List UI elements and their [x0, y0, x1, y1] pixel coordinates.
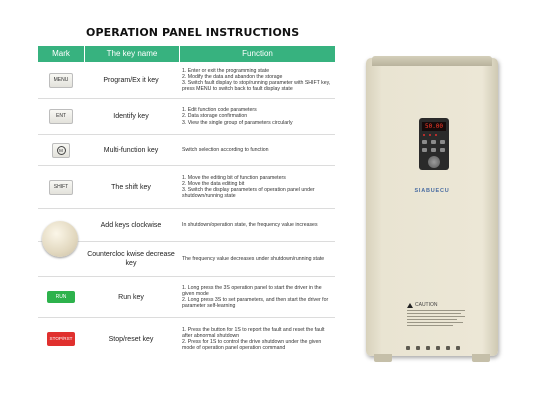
header-key-name: The key name	[85, 46, 180, 62]
vent-slot	[456, 346, 460, 350]
indicator-led-icon	[435, 134, 437, 136]
panel-button	[431, 140, 436, 144]
vent-slot	[446, 346, 450, 350]
device-foot	[472, 354, 490, 362]
table-row	[38, 277, 335, 318]
key-name: Countercloc kwise decrease key	[87, 251, 175, 267]
indicator-led-icon	[429, 134, 431, 136]
key-name: Multi-function key	[103, 146, 159, 154]
vent-slot	[436, 346, 440, 350]
key-function: 1. Press the button for 1S to report the fault and reset the fault after abnormal shutdown 2. Press for 1S to control the drive shutdown under the given mode of operation panel operation command	[182, 326, 325, 352]
header-mark: Mark	[38, 46, 85, 62]
panel-button	[440, 148, 445, 152]
key-name: Identify key	[113, 113, 149, 120]
frequency-knob-icon	[42, 221, 78, 257]
m-label: M	[57, 146, 66, 155]
vent-slot	[426, 346, 430, 350]
key-name: The shift key	[111, 183, 151, 191]
indicator-led-icon	[423, 134, 425, 136]
key-function: 1. Enter or exit the programming state 2. Modify the data and abandon the storage 3. Switch fault display to stop/running parameter with SHIFT key, press MENU to switch back to fault display state	[182, 67, 331, 93]
panel-button	[440, 140, 445, 144]
brand-label: SIABUECU	[414, 188, 450, 194]
caution-text-lines	[407, 310, 467, 326]
key-function: In shutdown/operation state, the frequency value increases	[182, 221, 318, 228]
vent-slot	[416, 346, 420, 350]
table-row	[38, 318, 335, 360]
panel-button	[431, 148, 436, 152]
run-key-icon: RUN	[47, 291, 75, 303]
key-name: Add keys clockwise	[100, 221, 162, 229]
caution-label	[407, 302, 467, 326]
instructions-table	[38, 46, 335, 360]
device-top-cap	[372, 56, 492, 66]
table-row	[38, 62, 335, 99]
table-row	[38, 99, 335, 135]
table-header	[38, 46, 335, 62]
shift-key-icon: SHIFT	[49, 180, 73, 195]
key-function: The frequency value decreases under shutdown/running state	[182, 255, 325, 262]
table-row	[38, 166, 335, 209]
inverter-device	[366, 58, 498, 356]
menu-key-icon: MENU	[49, 73, 73, 88]
warning-icon	[407, 303, 413, 308]
header-function: Function	[242, 49, 273, 58]
key-function: Switch selection according to function	[182, 146, 269, 153]
panel-display: 50.00	[422, 122, 446, 131]
table-row	[38, 135, 335, 166]
ent-key-icon: ENT	[49, 109, 73, 124]
key-name: Stop/reset key	[108, 335, 154, 343]
vent-slot	[406, 346, 410, 350]
panel-button	[422, 148, 427, 152]
panel-knob-icon	[428, 156, 440, 168]
key-name: Run key	[118, 293, 144, 301]
key-function: 1. Move the editing bit of function parameters 2. Move the data editing bit 3. Switch the display parameters of operation panel under shutdown/running state	[182, 174, 315, 200]
operation-panel	[419, 118, 449, 170]
device-foot	[374, 354, 392, 362]
key-function: 1. Edit function code parameters 2. Data storage confirmation 3. View the single group of parameters circularly	[182, 107, 293, 126]
panel-button	[422, 140, 427, 144]
knob-rows	[38, 209, 335, 277]
table-row	[38, 242, 335, 277]
stop-reset-key-icon: STOP/RST	[47, 332, 75, 346]
multi-function-key-icon	[52, 143, 70, 158]
page-title: OPERATION PANEL INSTRUCTIONS	[86, 26, 300, 39]
table-row	[38, 209, 335, 242]
key-function: 1. Long press the 3S operation panel to start the driver in the given mode 2. Long press 3S to set parameters, and then start the driver for parameter self-learning	[182, 284, 329, 310]
key-name: Program/Ex it key	[103, 76, 159, 84]
caution-title: CAUTION	[415, 302, 438, 308]
